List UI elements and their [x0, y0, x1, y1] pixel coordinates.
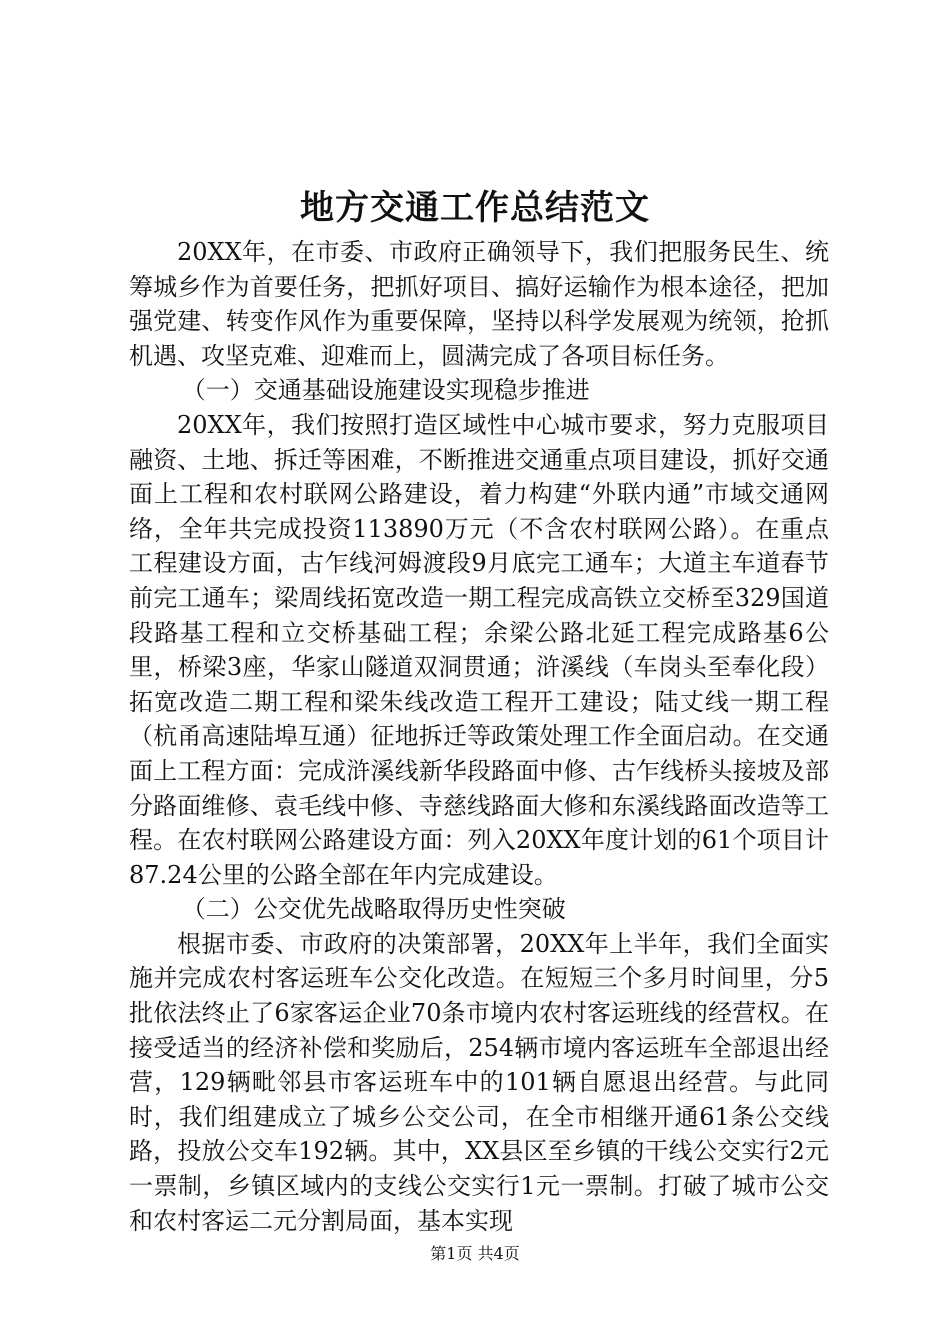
document-body: [129, 235, 829, 1238]
intro-paragraph: 20XX年，在市委、市政府正确领导下，我们把服务民生、统筹城乡作为首要任务，把抓好项目、搞好运输作为根本途径，把加强党建、转变作风作为重要保障，坚持以科学发展观为统领，抢抓机遇、攻坚克难、迎难而上，圆满完成了各项目标任务。: [129, 238, 829, 370]
section-paragraph-2: 根据市委、市政府的决策部署，20XX年上半年，我们全面实施并完成农村客运班车公交化改造。在短短三个多月时间里，分5批依法终止了6家客运企业70条市境内农村客运班线的经营权。在接受适当的经济补偿和奖励后，254辆市境内客运班车全部退出经营，129辆毗邻县市客运班车中的101辆自愿退出经营。与此同时，我们组建成立了城乡公交公司，在全市相继开通61条公交线路，投放公交车192辆。其中，XX县区至乡镇的干线公交实行2元一票制，乡镇区域内的支线公交实行1元一票制。打破了城市公交和农村客运二元分割局面，基本实现: [129, 929, 829, 1235]
section-heading-2: （二）公交优先战略取得历史性突破: [181, 895, 566, 924]
section-heading-1: （一）交通基础设施建设实现稳步推进: [181, 376, 590, 405]
page-footer: 第1页 共4页: [430, 1244, 520, 1263]
document-title: 地方交通工作总结范文: [300, 188, 650, 228]
section-paragraph-1: 20XX年，我们按照打造区域性中心城市要求，努力克服项目融资、土地、拆迁等困难，不断推进交通重点项目建设，抓好交通面上工程和农村联网公路建设，着力构建“外联内通”市域交通网络，全年共完成投资113890万元（不含农村联网公路）。在重点工程建设方面，古乍线河姆渡段9月底完工通车；大道主车道春节前完工通车；梁周线拓宽改造一期工程完成高铁立交桥至329国道段路基工程和立交桥基础工程；余梁公路北延工程完成路基6公里，桥梁3座，华家山隧道双洞贯通；浒溪线（车岗头至奉化段）拓宽改造二期工程和梁朱线改造工程开工建设；陆丈线一期工程（杭甬高速陆埠互通）征地拆迁等政策处理工作全面启动。在交通面上工程方面：完成浒溪线新华段路面中修、古乍线桥头接坡及部分路面维修、袁毛线中修、寺慈线路面大修和东溪线路面改造等工程。在农村联网公路建设方面：列入20XX年度计划的61个项目计87.24公里的公路全部在年内完成建设。: [129, 410, 829, 889]
